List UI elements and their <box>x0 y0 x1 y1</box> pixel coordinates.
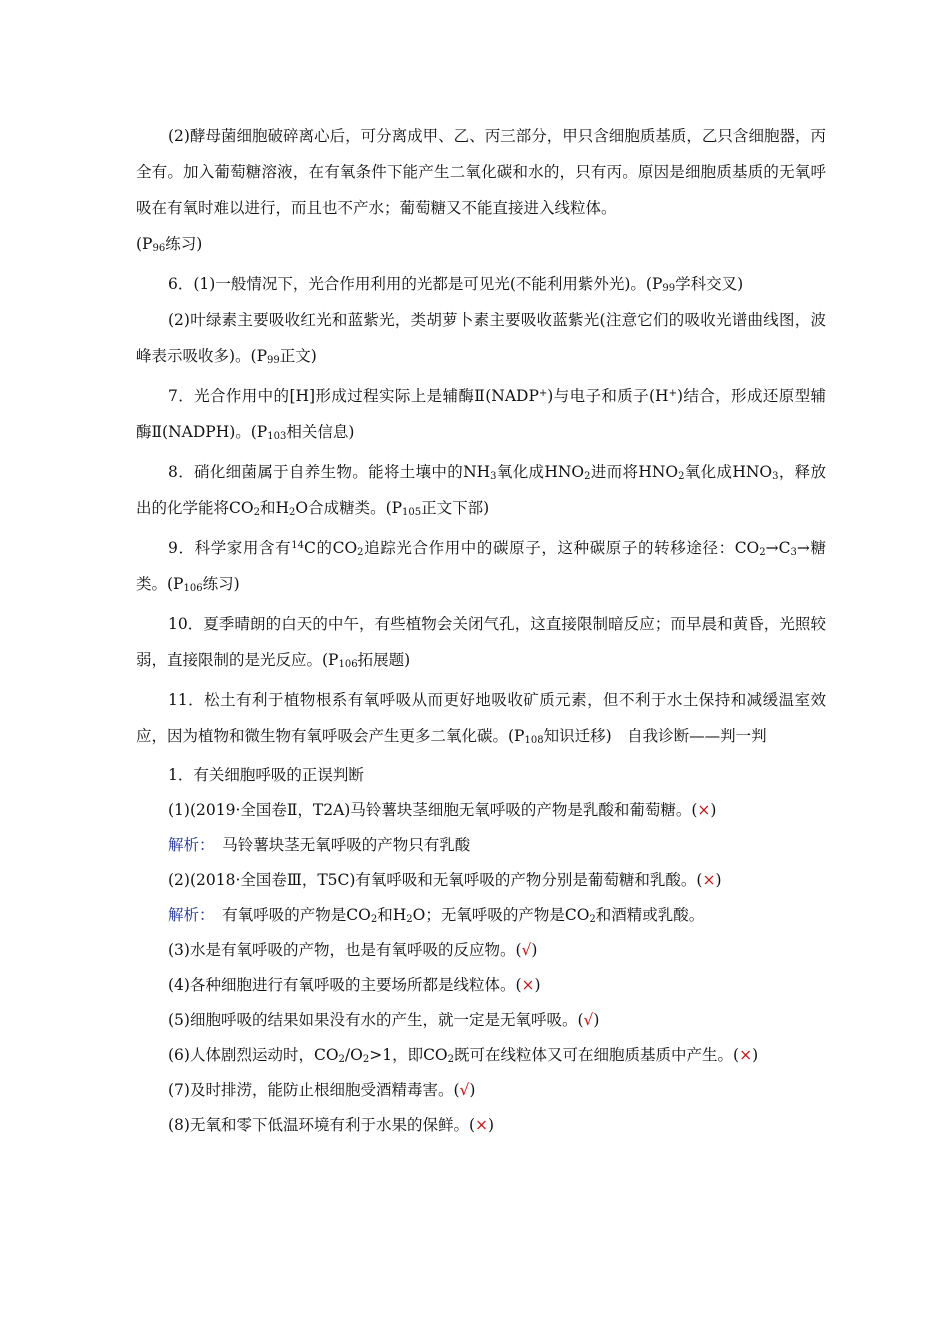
text: 马铃薯块茎无氧呼吸的产物只有乳酸 <box>206 836 471 854</box>
page-ref-number: 105 <box>402 507 422 518</box>
question-2 <box>136 863 826 898</box>
text: 7．光合作用中的[H]形成过程实际上是辅酶Ⅱ(NADP <box>168 387 539 405</box>
text: 和H <box>377 906 407 924</box>
check-mark: √ <box>583 1011 594 1029</box>
subscript: 2 <box>357 547 364 558</box>
page-ref-tail: 拓展题) <box>357 651 411 669</box>
superscript: + <box>538 388 548 399</box>
subscript: 2 <box>589 914 596 925</box>
question-7 <box>136 1073 826 1108</box>
page-ref-number: 99 <box>267 355 280 366</box>
text: 11．松土有利于植物根系有氧呼吸从而更好地吸收矿质元素，但不利于水土保持和减缓温室效应，因为植物和微生物有氧呼吸会产生更多二氧化碳。(P <box>136 691 826 745</box>
page-ref-tail: 正文下部) <box>421 499 490 517</box>
superscript: 14 <box>291 540 304 551</box>
question-8 <box>136 1108 826 1143</box>
text: 8．硝化细菌属于自养生物。能将土壤中的NH <box>168 463 491 481</box>
page-ref-tail: 练习) <box>165 235 203 253</box>
text: 既可在线粒体又可在细胞质基质中产生。( <box>454 1046 740 1064</box>
text: (3)水是有氧呼吸的产物，也是有氧呼吸的反应物。( <box>168 941 522 959</box>
subscript: 2 <box>759 547 766 558</box>
subscript: 2 <box>584 471 591 482</box>
question-3 <box>136 933 826 968</box>
subscript: 2 <box>370 914 378 925</box>
text: 和H <box>259 499 289 517</box>
subscript: 2 <box>338 1054 345 1065</box>
question-4 <box>136 968 826 1003</box>
text: )与电子和质子(H <box>547 387 669 405</box>
text: 细胞器，丙全有。加入葡萄糖溶液，在有氧条件下能产生二氧化碳和水的，只有丙。原因是 <box>136 127 826 181</box>
text: 细胞质基质的无氧呼吸在有氧时难以进行，而且也不产水；葡萄糖又不能直接进入线粒体。 <box>136 163 826 217</box>
question-5 <box>136 1003 826 1038</box>
wrong-mark: × <box>739 1046 753 1064</box>
text: ) <box>752 1046 759 1064</box>
page-ref-number: 96 <box>152 243 166 254</box>
item-9 <box>136 530 826 602</box>
item-8 <box>136 454 826 526</box>
text: (4)各种细胞进行有氧呼吸的主要场所都是线粒体。( <box>168 976 522 994</box>
text: ) <box>469 1081 476 1099</box>
text: ) <box>534 976 541 994</box>
section-heading: 自我诊断——判一判 <box>611 727 767 745</box>
check-mark: √ <box>459 1081 470 1099</box>
wrong-mark: × <box>475 1116 489 1134</box>
wrong-mark: × <box>702 871 716 889</box>
question-6 <box>136 1038 826 1073</box>
wrong-mark: × <box>697 801 711 819</box>
analysis-label: 解析： <box>168 906 207 924</box>
text: 追踪光合作用中的碳原子，这种碳原子的转移途径：CO <box>363 539 760 557</box>
page-ref-tail: 相关信息) <box>286 423 355 441</box>
text: →糖类。(P <box>136 539 826 593</box>
text: ) <box>593 1011 600 1029</box>
text: ) <box>488 1116 495 1134</box>
subscript: 2 <box>253 507 260 518</box>
text: (2)(2018·全国卷Ⅲ，T5C)有氧呼吸和无氧呼吸的产物分别是葡萄糖和乳酸。( <box>168 871 703 889</box>
subscript: 3 <box>490 471 497 482</box>
item-7 <box>136 378 826 450</box>
question-1 <box>136 793 826 828</box>
superscript: + <box>668 388 677 399</box>
wrong-mark: × <box>521 976 535 994</box>
subscript: 2 <box>447 1054 455 1065</box>
text: (7)及时排涝，能防止根细胞受酒精毒害。( <box>168 1081 460 1099</box>
text: 10．夏季晴朗的白天的中午，有些植物会关闭气孔，这直接限制暗反应；而早晨和黄昏，光照较弱，直接限制的是光反应。(P <box>136 615 826 669</box>
text: (2)酵母菌细胞破碎离心后，可分离成甲、乙、丙三部分，甲只含细胞质基质，乙只含 <box>168 127 749 145</box>
text: (5)细胞呼吸的结果如果没有水的产生，就一定是无氧呼吸。( <box>168 1011 584 1029</box>
subscript: 3 <box>790 547 797 558</box>
subscript: 3 <box>772 471 779 482</box>
text: C的CO <box>304 539 358 557</box>
item-6a <box>136 266 826 302</box>
check-mark: √ <box>521 941 532 959</box>
item-11 <box>136 682 826 754</box>
text: ，释放出的化学能将CO <box>136 463 826 517</box>
diag-heading: 1．有关细胞呼吸的正误判断 <box>168 766 364 784</box>
text: O；无氧呼吸的产物是CO <box>412 906 590 924</box>
subscript: 2 <box>362 1054 370 1065</box>
text: 有氧呼吸的产物是CO <box>206 906 371 924</box>
subscript: 2 <box>678 471 685 482</box>
text: 氧化成HNO <box>496 463 585 481</box>
document-page <box>136 118 826 1143</box>
analysis-label: 解析： <box>168 836 207 854</box>
page-ref-number: 108 <box>524 735 544 746</box>
item-6b <box>136 302 826 374</box>
page-ref-number: 106 <box>338 659 358 670</box>
page-ref-tail: 知识迁移) <box>543 727 612 745</box>
text: →C <box>765 539 791 557</box>
text: >1，即CO <box>369 1046 448 1064</box>
item-10 <box>136 606 826 678</box>
page-ref-number: 99 <box>662 283 676 294</box>
page-ref-tail: 学科交叉) <box>675 275 744 293</box>
paragraph-2-yeast <box>136 118 826 262</box>
text: ) <box>715 871 722 889</box>
text: (6)人体剧烈运动时，CO <box>168 1046 339 1064</box>
page-ref: (P <box>136 235 153 253</box>
page-ref-number: 103 <box>267 431 287 442</box>
subscript: 2 <box>406 914 413 925</box>
text: ) <box>531 941 538 959</box>
text: 6．(1)一般情况下，光合作用利用的光都是可见光(不能利用紫外光)。(P <box>168 275 663 293</box>
page-ref-tail: 正文) <box>279 347 317 365</box>
text: )结合，形成还原型辅酶Ⅱ(NADPH)。(P <box>136 387 826 441</box>
text: (1)(2019·全国卷Ⅱ，T2A)马铃薯块茎细胞无氧呼吸的产物是乳酸和葡萄糖。( <box>168 801 698 819</box>
page-ref-number: 106 <box>183 583 203 594</box>
text: O合成糖类。(P <box>295 499 403 517</box>
text: ) <box>710 801 717 819</box>
text: /O <box>344 1046 363 1064</box>
text: 和酒精或乳酸。 <box>595 906 705 924</box>
text: 9．科学家用含有 <box>168 539 292 557</box>
answer-1 <box>136 828 826 863</box>
text: 进而将HNO <box>590 463 679 481</box>
answer-2 <box>136 898 826 933</box>
page-ref-tail: 练习) <box>202 575 240 593</box>
text: 氧化成HNO <box>684 463 773 481</box>
subscript: 2 <box>288 507 296 518</box>
text: (8)无氧和零下低温环境有利于水果的保鲜。( <box>168 1116 476 1134</box>
text: (2)叶绿素主要吸收红光和蓝紫光，类胡萝卜素主要吸收蓝紫光(注意它们的吸收光谱曲线图，波峰表示吸收多)。(P <box>136 311 826 365</box>
